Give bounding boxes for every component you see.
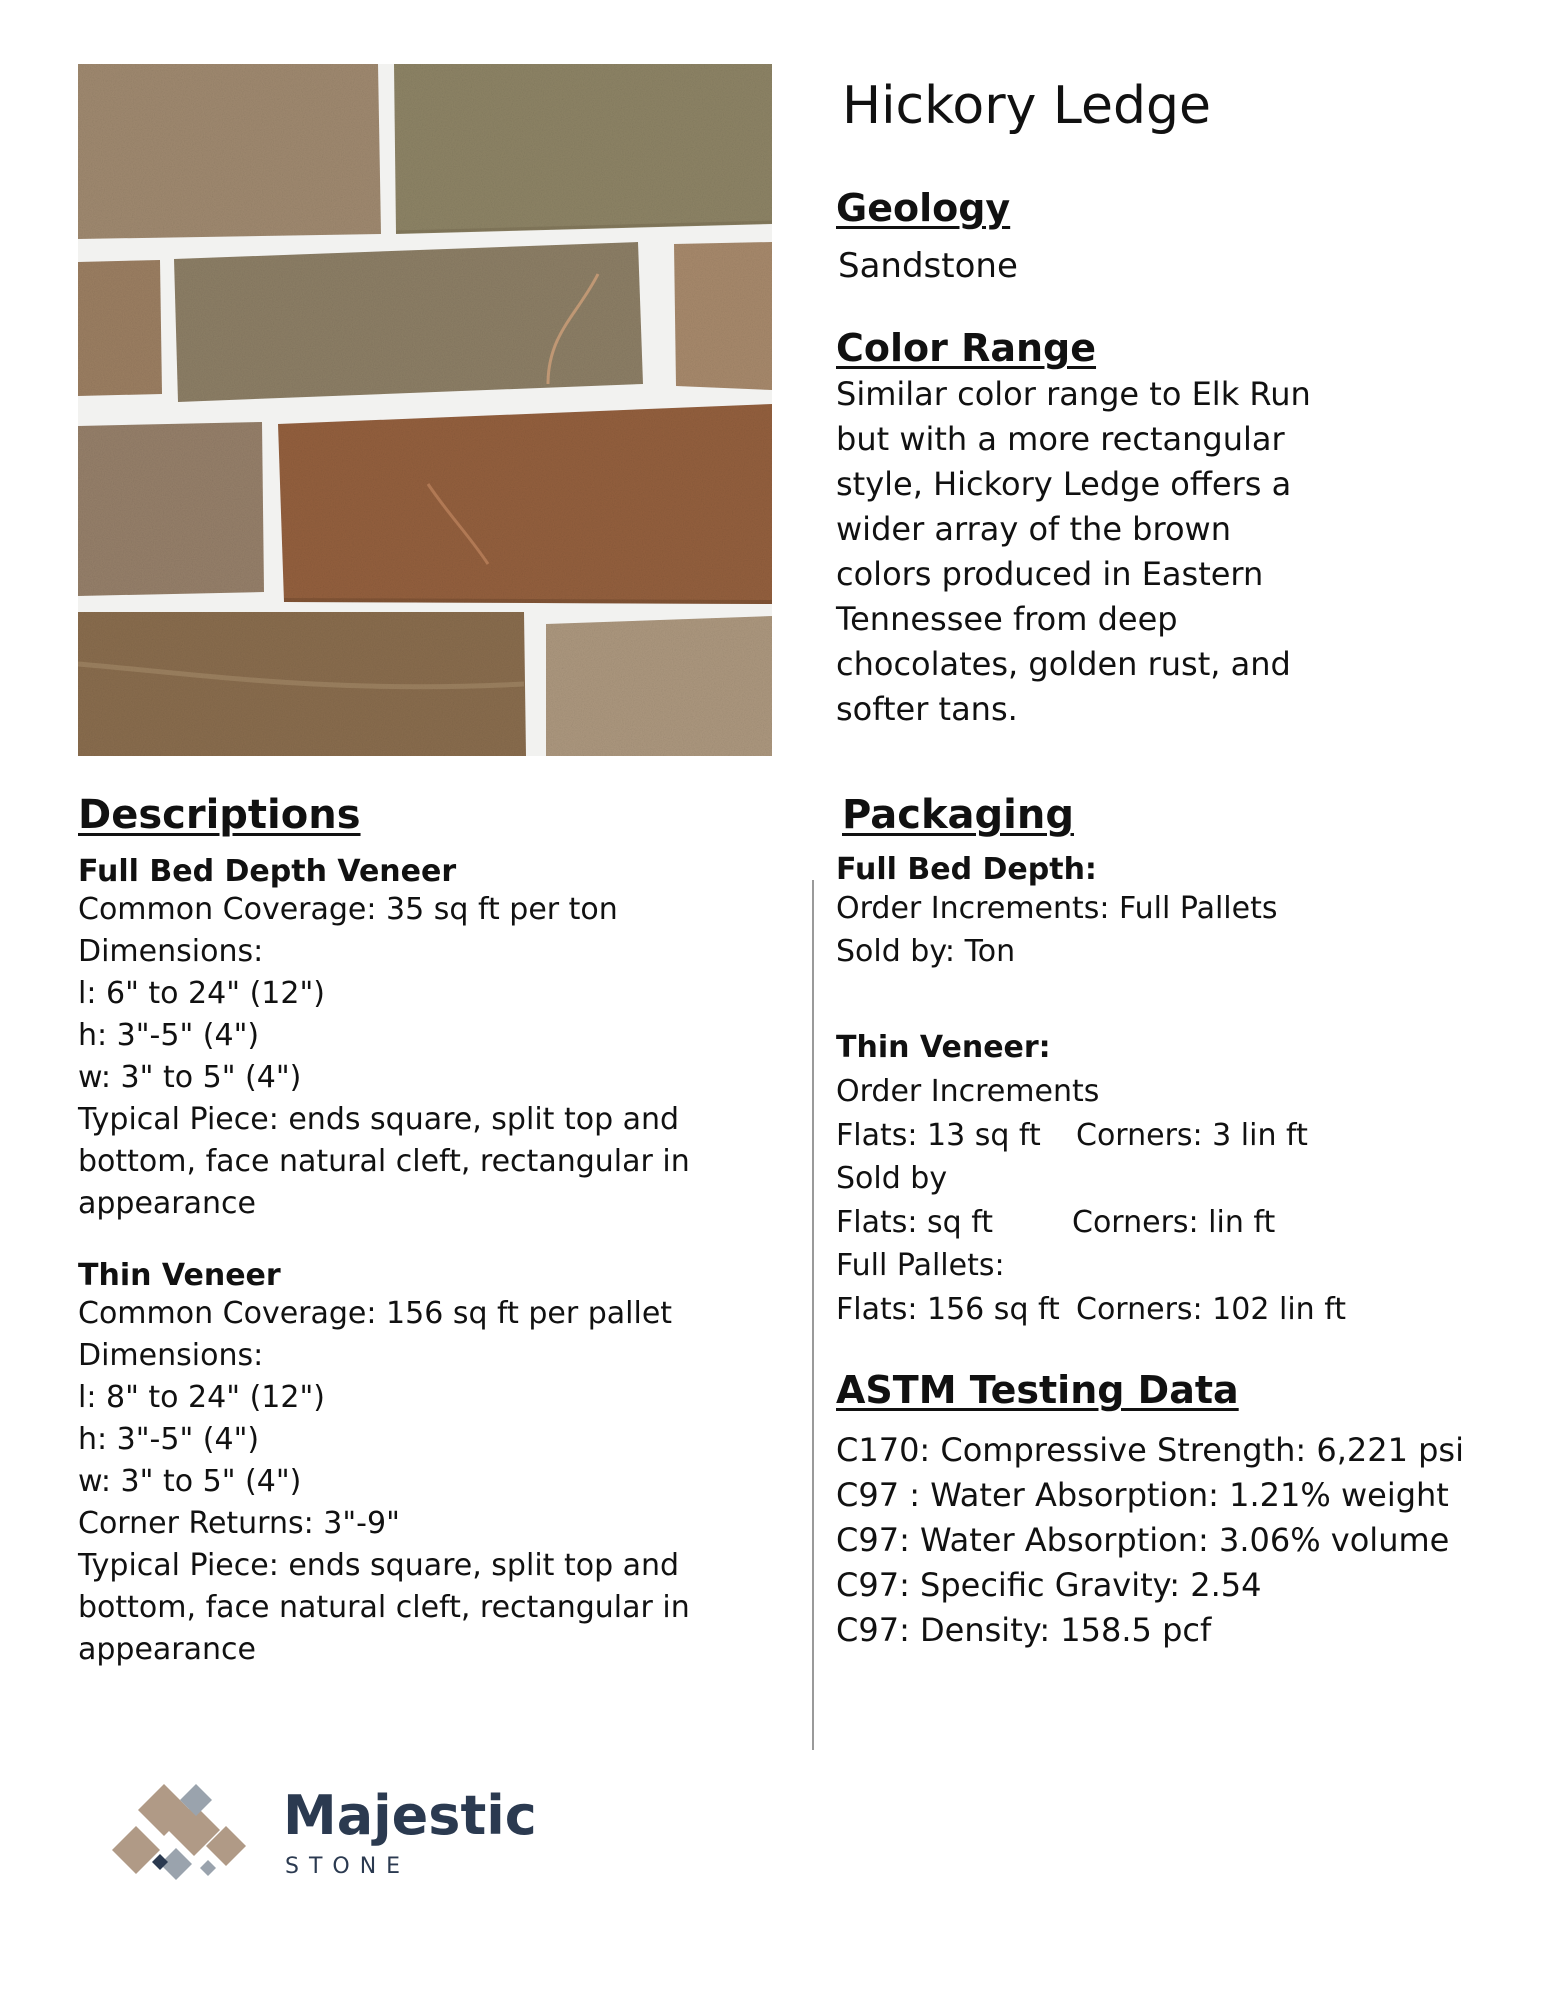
logo-name: Majestic <box>283 1784 537 1847</box>
stone-6 <box>78 422 264 596</box>
pack-full-bed-sold-by: Sold by: Ton <box>836 934 1016 969</box>
stone-2 <box>394 64 772 234</box>
full-bed-dimensions: Dimensions: <box>78 934 264 969</box>
pack-thin-pallets-corners: Corners: 102 lin ft <box>1076 1291 1346 1327</box>
pack-thin-sold-corners: Corners: lin ft <box>1072 1204 1276 1240</box>
thin-title: Thin Veneer <box>78 1258 281 1293</box>
stone-1 <box>78 64 381 239</box>
pack-thin-increments-corners: Corners: 3 lin ft <box>1076 1117 1308 1153</box>
full-bed-typical: Typical Piece: ends square, split top and bottom, face natural cleft, rectangular in appearance <box>78 1102 690 1221</box>
full-bed-width: w: 3" to 5" (4") <box>78 1060 302 1095</box>
astm-item: C97 : Water Absorption: 1.21% weight <box>836 1476 1449 1514</box>
thin-width: w: 3" to 5" (4") <box>78 1464 302 1499</box>
astm-item: C97: Specific Gravity: 2.54 <box>836 1566 1262 1604</box>
pack-thin-sold-row <box>836 1201 1516 1245</box>
full-bed-coverage: Common Coverage: 35 sq ft per ton <box>78 892 618 927</box>
astm-item: C97: Density: 158.5 pcf <box>836 1611 1212 1649</box>
thin-length: l: 8" to 24" (12") <box>78 1380 325 1415</box>
astm-item: C97: Water Absorption: 3.06% volume <box>836 1521 1450 1559</box>
pack-thin-increments-label: Order Increments <box>836 1074 1100 1109</box>
full-bed-length: l: 6" to 24" (12") <box>78 976 325 1011</box>
logo-subtitle: STONE <box>285 1854 411 1879</box>
thin-veneer-description <box>78 1258 778 1671</box>
packaging-heading: Packaging <box>842 792 1074 838</box>
pack-thin-pallets-flats: Flats: 156 sq ft <box>836 1291 1060 1327</box>
color-range-text: Similar color range to Elk Run but with a more rectangular style, Hickory Ledge offers a wider array of the brown colors produced in Eastern Tennessee from deep chocolates, golden rust, and softer tans. <box>836 375 1311 728</box>
packaging-thin <box>836 1026 1516 1331</box>
stone-7 <box>278 404 772 604</box>
column-divider <box>812 880 814 1750</box>
pack-thin-pallets-row <box>836 1288 1516 1332</box>
pack-thin-sold-by-label: Sold by <box>836 1161 948 1196</box>
thin-typical: Typical Piece: ends square, split top and bottom, face natural cleft, rectangular in appearance <box>78 1548 690 1667</box>
geology-value: Sandstone <box>838 246 1018 286</box>
stone-4 <box>174 242 643 402</box>
thin-coverage: Common Coverage: 156 sq ft per pallet <box>78 1296 673 1331</box>
pack-thin-pallets-label: Full Pallets: <box>836 1248 1005 1283</box>
descriptions-heading: Descriptions <box>78 792 361 838</box>
majestic-logo-mark-icon <box>112 1782 252 1882</box>
pack-thin-title: Thin Veneer: <box>836 1030 1051 1065</box>
pack-thin-increments-flats: Flats: 13 sq ft <box>836 1117 1041 1153</box>
stone-5 <box>674 242 772 390</box>
stone-9 <box>546 616 772 756</box>
packaging-full-bed <box>836 852 1496 973</box>
pack-thin-sold-flats: Flats: sq ft <box>836 1204 994 1240</box>
stone-sample-image <box>78 64 772 756</box>
product-title: Hickory Ledge <box>842 76 1211 136</box>
stone-3 <box>78 260 162 396</box>
thin-corner-returns: Corner Returns: 3"-9" <box>78 1506 400 1541</box>
full-bed-height: h: 3"-5" (4") <box>78 1018 260 1053</box>
astm-list <box>836 1428 1536 1653</box>
pack-thin-increments-row <box>836 1114 1516 1158</box>
pack-full-bed-title: Full Bed Depth: <box>836 852 1097 887</box>
geology-heading: Geology <box>836 186 1011 230</box>
thin-dimensions: Dimensions: <box>78 1338 264 1373</box>
color-range-heading: Color Range <box>836 326 1097 370</box>
full-bed-description <box>78 854 778 1225</box>
thin-height: h: 3"-5" (4") <box>78 1422 260 1457</box>
astm-heading: ASTM Testing Data <box>836 1368 1239 1412</box>
full-bed-title: Full Bed Depth Veneer <box>78 854 457 889</box>
pack-full-bed-increments: Order Increments: Full Pallets <box>836 891 1278 926</box>
astm-item: C170: Compressive Strength: 6,221 psi <box>836 1431 1464 1469</box>
